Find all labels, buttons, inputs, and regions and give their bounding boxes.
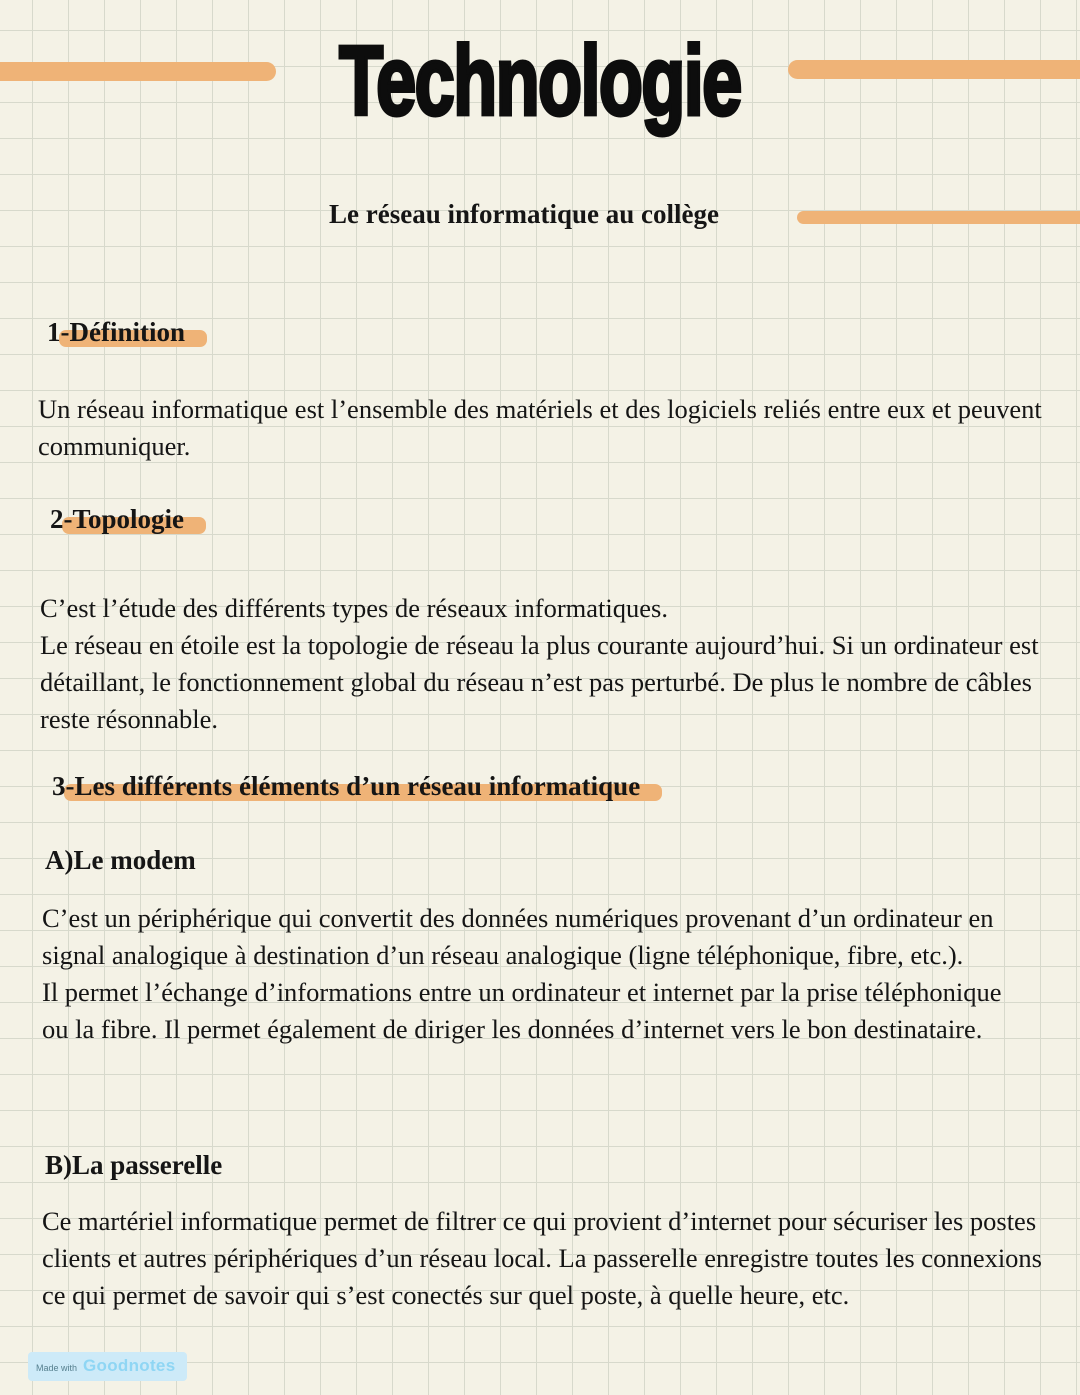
paragraph: C’est un périphérique qui convertit des données numériques provenant d’un ordinateur en signal analogique à destination d’un réseau analogique (ligne téléphonique, fibre, etc.).: [42, 903, 994, 970]
section-heading-elements-text: 3-Les différents éléments d’un réseau informatique: [52, 771, 641, 801]
section-definition-body: [38, 391, 1050, 465]
paragraph: Il permet l’échange d’informations entre un ordinateur et internet par la prise téléphonique ou la fibre. Il permet également de diriger les données d’internet vers le bon destinataire.: [42, 977, 1002, 1044]
subsection-heading-modem: [45, 845, 196, 876]
subsection-heading-passerelle: [45, 1150, 222, 1181]
goodnotes-logo: Goodnotes: [83, 1356, 176, 1375]
section-topologie-body: [40, 590, 1042, 738]
section-heading-topologie: [50, 504, 184, 535]
page-title-text: Technologie: [339, 25, 741, 136]
section-heading-topologie-text: 2-Topologie: [50, 504, 185, 534]
paragraph: C’est l’étude des différents types de réseaux informatiques.: [40, 593, 668, 623]
paragraph: Ce martériel informatique permet de filtrer ce qui provient d’internet pour sécuriser les postes clients et autres périphériques d’un réseau local. La passerelle enregistre toutes les connexions ce qui permet de savoir qui s’est conectés sur quel poste, à quelle heure, etc.: [42, 1206, 1042, 1310]
page-title: [0, 24, 1080, 136]
subsection-heading-passerelle-text: B)La passerelle: [45, 1150, 223, 1180]
paragraph: Un réseau informatique est l’ensemble des matériels et des logiciels reliés entre eux et peuvent communiquer.: [38, 394, 1042, 461]
section-heading-definition: [47, 317, 185, 348]
subsection-heading-modem-text: A)Le modem: [45, 845, 196, 875]
goodnotes-badge: [28, 1352, 187, 1381]
made-with-label: Made with: [36, 1363, 78, 1373]
page-subtitle: Le réseau informatique au collège: [329, 199, 719, 229]
section-heading-definition-text: 1-Définition: [47, 317, 185, 347]
paragraph: Le réseau en étoile est la topologie de réseau la plus courante aujourd’hui. Si un ordinateur est détaillant, le fonctionnement global du réseau n’est pas perturbé. De plus le nombre de câbles reste résonnable.: [40, 630, 1039, 734]
subsection-passerelle-body: [42, 1203, 1056, 1314]
section-heading-elements: [52, 771, 640, 802]
subsection-modem-body: [42, 900, 1034, 1048]
